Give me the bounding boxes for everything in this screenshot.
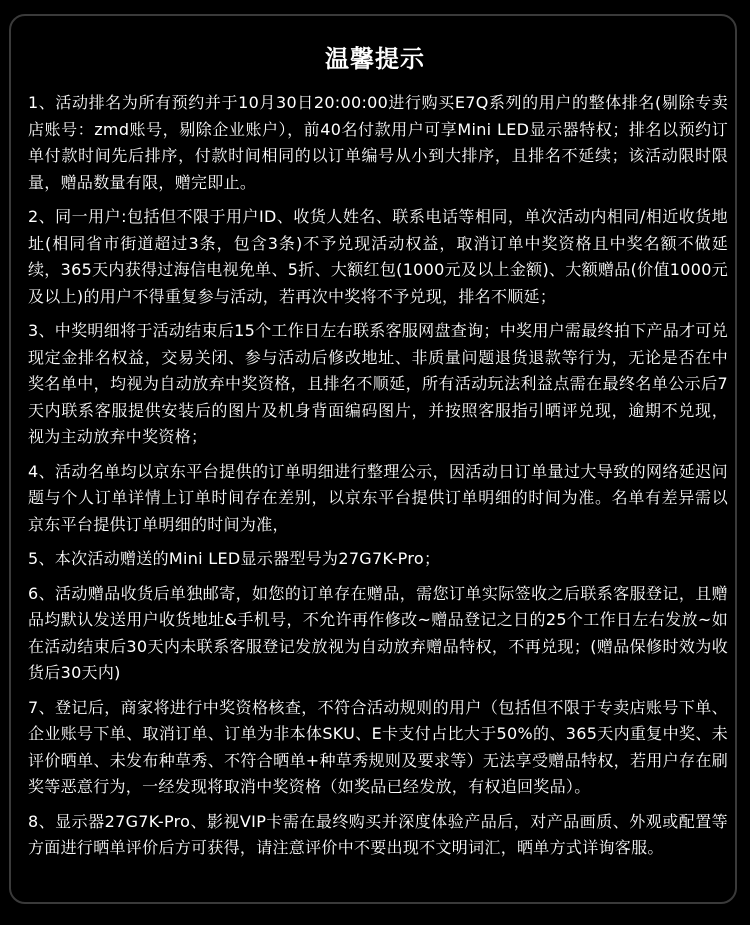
notice-title: 温馨提示	[325, 45, 425, 73]
clause-2: 2、同一用户:包括但不限于用户ID、收货人姓名、联系电话等相同，单次活动内相同/相近收货地址(相同省市街道超过3条，包含3条)不予兑现活动权益，取消订单中奖资格且中奖名额不做延续，365天内获得过海信电视免单、5折、大额红包(1000元及以上金额)、大额赠品(价值1000元及以上)的用户不得重复参与活动，若再次中奖将不予兑现，排名不顺延；	[28, 207, 728, 306]
clause-1: 1、活动排名为所有预约并于10月30日20:00:00进行购买E7Q系列的用户的整体排名(剔除专卖店账号：zmd账号，剔除企业账户），前40名付款用户可享Mini LED显示器特权；排名以预约订单付款时间先后排序，付款时间相同的以订单编号从小到大排序，且排名不延续；该活动限时限量，赠品数量有限，赠完即止。	[28, 93, 728, 192]
clause-6: 6、活动赠品收货后单独邮寄，如您的订单存在赠品，需您订单实际签收之后联系客服登记，且赠品均默认发送用户收货地址&手机号，不允许再作修改~赠品登记之日的25个工作日左右发放~如在活动结束后30天内未联系客服登记发放视为自动放弃赠品特权，不再兑现；(赠品保修时效为收货后30天内)	[28, 583, 728, 682]
clause-list	[28, 90, 728, 870]
clause-5: 5、本次活动赠送的Mini LED显示器型号为27G7K-Pro；	[28, 549, 441, 568]
clause-3: 3、中奖明细将于活动结束后15个工作日左右联系客服网盘查询；中奖用户需最终拍下产品才可兑现定金排名权益，交易关闭、参与活动后修改地址、非质量问题退货退款等行为，无论是否在中奖名单中，均视为自动放弃中奖资格，且排名不顺延，所有活动玩法利益点需在最终名单公示后7天内联系客服提供安装后的图片及机身背面编码图片，并按照客服指引晒评兑现，逾期不兑现，视为主动放弃中奖资格；	[28, 321, 728, 446]
clause-7: 7、登记后，商家将进行中奖资格核查，不符合活动规则的用户（包括但不限于专卖店账号下单、企业账号下单、取消订单、订单为非本体SKU、E卡支付占比大于50%的、365天内重复中奖、未评价晒单、未发布种草秀、不符合晒单+种草秀规则及要求等）无法享受赠品特权，若用户存在刷奖等恶意行为，一经发现将取消中奖资格（如奖品已经发放，有权追回奖品）。	[28, 697, 728, 796]
clause-4: 4、活动名单均以京东平台提供的订单明细进行整理公示，因活动日订单量过大导致的网络延迟问题与个人订单详情上订单时间存在差别，以京东平台提供订单明细的时间为准。名单有差异需以京东平台提供订单明细的时间为准，	[28, 461, 728, 534]
clause-8: 8、显示器27G7K-Pro、影视VIP卡需在最终购买并深度体验产品后，对产品画质、外观或配置等方面进行晒单评价后方可获得，请注意评价中不要出现不文明词汇，晒单方式详询客服。	[28, 811, 728, 857]
notice-panel	[9, 14, 737, 904]
